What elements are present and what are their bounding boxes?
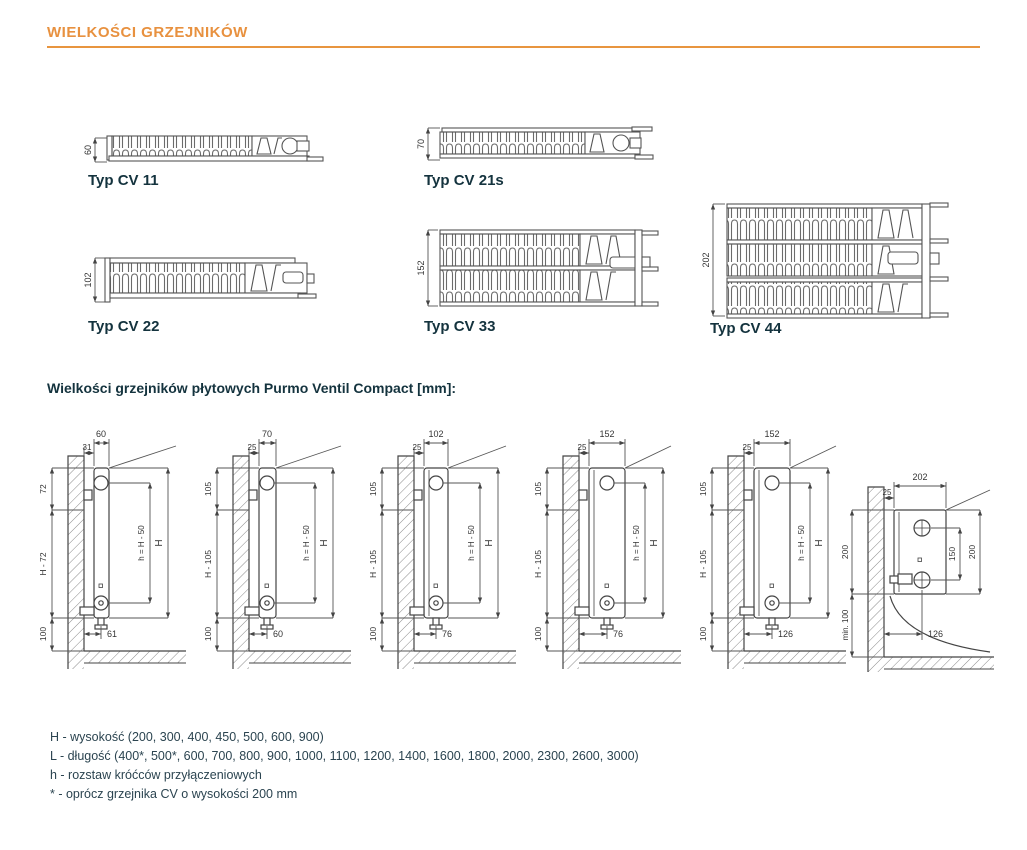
- dim-depth: 102: [428, 429, 444, 439]
- dim-depth: 202: [912, 472, 928, 482]
- wall-hatch: [68, 456, 84, 669]
- page-title: WIELKOŚCI GRZEJNIKÓW: [47, 24, 248, 41]
- dim-left-mid: H - 105: [698, 550, 708, 578]
- radiator-side-view: [575, 468, 625, 629]
- dim-inner-height: h = H - 50: [797, 525, 806, 561]
- dim-height: H: [814, 539, 825, 547]
- dim-depth: 60: [95, 429, 107, 439]
- dim-wall-offset: 25: [247, 443, 257, 452]
- dim-left-bottom: 100: [203, 626, 213, 642]
- header-divider: [47, 46, 980, 48]
- dim-left-bottom: 100: [533, 626, 543, 642]
- wall-hatch: [233, 456, 249, 669]
- dim-left-bottom: 100: [38, 626, 48, 642]
- dim-inner-height: h = H - 50: [302, 525, 311, 561]
- wall-hatch: [563, 456, 579, 669]
- cv11-depth-label: 60: [83, 144, 93, 156]
- dim-wall-offset: 25: [882, 488, 892, 497]
- dim-left-bottom: 100: [698, 626, 708, 642]
- cv44-depth-label: 202: [701, 252, 711, 268]
- cv21s-dimension-lines: [428, 128, 440, 160]
- floor-hatch: [579, 651, 681, 663]
- cv21s-depth-label: 70: [416, 138, 426, 150]
- dim-wall-offset: 25: [742, 443, 752, 452]
- dim-right-outer: 200: [967, 544, 977, 560]
- dim-height: H: [319, 539, 330, 547]
- cv22-dimension-lines: [95, 258, 105, 302]
- installation-diagram-low-height: [840, 462, 1025, 690]
- cv33-depth-label: 152: [416, 260, 426, 276]
- dim-bottom-offset: 76: [613, 629, 624, 639]
- dim-left-mid: H - 105: [368, 550, 378, 578]
- dim-height: H: [484, 539, 495, 547]
- dim-left-top: 105: [698, 481, 708, 497]
- wall-hatch: [398, 456, 414, 669]
- dim-height: H: [154, 539, 165, 547]
- cross-section-cv21s: [418, 120, 673, 172]
- installation-diagram-cv21s: [203, 426, 368, 688]
- section-title-dimensions: Wielkości grzejników płytowych Purmo Ventil Compact [mm]:: [47, 380, 457, 396]
- label-typ-cv21s: Typ CV 21s: [424, 172, 504, 189]
- dim-bottom-offset: 76: [442, 629, 453, 639]
- dim-left-top: 105: [533, 481, 543, 497]
- floor-hatch: [249, 651, 351, 663]
- cv44-body: [727, 203, 948, 318]
- cross-section-cv11: [85, 126, 340, 172]
- cross-section-cv44: [703, 196, 973, 324]
- wall-hatch: [868, 487, 884, 672]
- dim-height: H: [649, 539, 660, 547]
- floor-hatch: [744, 651, 846, 663]
- legend-line-footnote: * - oprócz grzejnika CV o wysokości 200 mm: [50, 787, 298, 801]
- dim-inner-height: h = H - 50: [137, 525, 146, 561]
- label-typ-cv11: Typ CV 11: [88, 172, 159, 189]
- cross-section-cv33: [418, 224, 673, 312]
- dim-depth: 152: [764, 429, 780, 439]
- label-typ-cv33: Typ CV 33: [424, 318, 496, 335]
- dim-depth: 70: [261, 429, 273, 439]
- dim-left-bottom: min. 100: [841, 609, 850, 641]
- dim-right-inner: 150: [947, 546, 957, 562]
- legend-line-length: L - długość (400*, 500*, 600, 700, 800, 900, 1000, 1100, 1200, 1400, 1600, 1800, 2000, 2300, 2600, 3000): [50, 749, 639, 763]
- dim-wall-offset: 25: [577, 443, 587, 452]
- dim-bottom-offset: 60: [273, 629, 284, 639]
- dim-inner-height: h = H - 50: [467, 525, 476, 561]
- dim-left-top: 72: [38, 484, 48, 494]
- dim-wall-offset: 31: [82, 443, 92, 452]
- dim-bottom-offset: 126: [928, 629, 944, 639]
- cv33-dimension-lines: [428, 230, 438, 306]
- floor-hatch: [414, 651, 516, 663]
- cross-section-cv22: [85, 250, 340, 312]
- radiator-side-view: [740, 468, 790, 629]
- installation-diagram-cv22: [368, 426, 533, 688]
- dim-depth: 152: [599, 429, 615, 439]
- cv22-depth-label: 102: [83, 272, 93, 288]
- label-typ-cv22: Typ CV 22: [88, 318, 160, 335]
- dim-left-mid: H - 105: [533, 550, 543, 578]
- dim-bottom-offset: 126: [778, 629, 794, 639]
- floor-hatch: [84, 651, 186, 663]
- cv21s-body: [440, 127, 653, 159]
- dim-inner-height: h = H - 50: [632, 525, 641, 561]
- cv22-body: [105, 258, 316, 302]
- dim-left-height: 200: [840, 544, 850, 560]
- cv44-dimension-lines: [713, 204, 725, 316]
- dim-left-mid: H - 105: [203, 550, 213, 578]
- legend-line-connection-spacing: h - rozstaw króćców przyłączeniowych: [50, 768, 262, 782]
- dim-left-top: 105: [368, 481, 378, 497]
- radiator-side-view: [410, 468, 448, 629]
- dim-bottom-offset: 61: [107, 629, 118, 639]
- installation-diagram-cv11: [38, 426, 203, 688]
- installation-diagram-cv44: [698, 426, 863, 688]
- cv33-body: [440, 230, 658, 306]
- dim-left-bottom: 100: [368, 626, 378, 642]
- floor-hatch: [884, 657, 994, 669]
- dim-wall-offset: 25: [412, 443, 422, 452]
- legend-line-height: H - wysokość (200, 300, 400, 450, 500, 600, 900): [50, 730, 324, 744]
- radiator-side-view: [245, 468, 276, 629]
- cv11-body: [107, 136, 323, 161]
- label-typ-cv44: Typ CV 44: [710, 320, 782, 337]
- dim-left-mid: H - 72: [38, 552, 48, 576]
- dim-left-top: 105: [203, 481, 213, 497]
- cv11-dimension-lines: [95, 138, 107, 162]
- installation-diagram-cv33: [533, 426, 698, 688]
- wall-hatch: [728, 456, 744, 669]
